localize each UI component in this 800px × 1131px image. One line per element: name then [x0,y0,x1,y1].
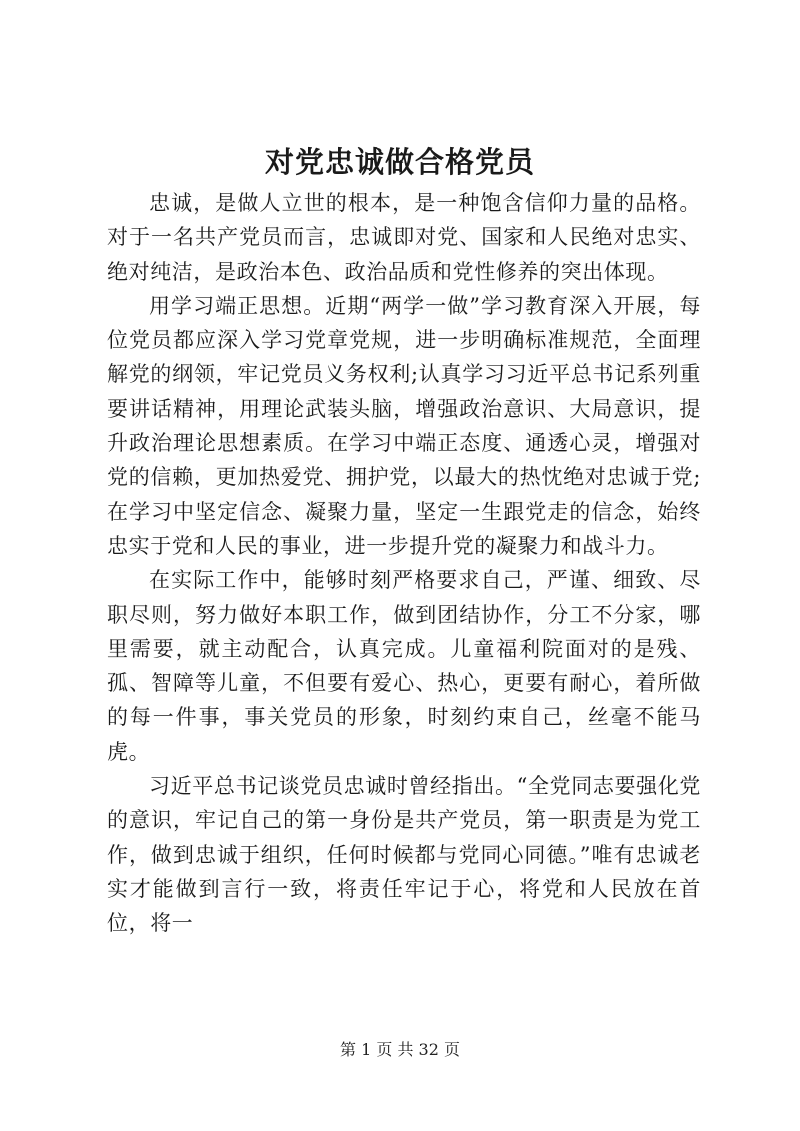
paragraph-1: 忠诚，是做人立世的根本，是一种饱含信仰力量的品格。对于一名共产党员而言，忠诚即对党、国家和人民绝对忠实、绝对纯洁，是政治本色、政治品质和党性修养的突出体现。 [107,191,701,284]
page-number-footer: 第 1 页 共 32 页 [340,1040,460,1059]
document-body [107,186,701,941]
paragraph-4: 习近平总书记谈党员忠诚时曾经指出。“全党同志要强化党的意识，牢记自己的第一身份是共产党员，第一职责是为党工作，做到忠诚于组织，任何时候都与党同心同德。”唯有忠诚老实才能做到言行一致，将责任牢记于心，将党和人民放在首位，将一 [107,774,701,936]
paragraph-3: 在实际工作中，能够时刻严格要求自己，严谨、细致、尽职尽则，努力做好本职工作，做到团结协作，分工不分家，哪里需要，就主动配合，认真完成。儿童福利院面对的是残、孤、智障等儿童，不但要有爱心、热心，更要有耐心，着所做的每一件事，事关党员的形象，时刻约束自己，丝毫不能马虎。 [107,568,701,764]
document-title: 对党忠诚做合格党员 [264,145,535,179]
paragraph-2: 用学习端正思想。近期“两学一做”学习教育深入开展，每位党员都应深入学习党章党规，进一步明确标准规范，全面理解党的纲领，牢记党员义务权利;认真学习习近平总书记系列重要讲话精神，用理论武装头脑，增强政治意识、大局意识，提升政治理论思想素质。在学习中端正态度、通透心灵，增强对党的信赖，更加热爱党、拥护党，以最大的热忱绝对忠诚于党;在学习中坚定信念、凝聚力量，坚定一生跟党走的信念，始终忠实于党和人民的事业，进一步提升党的凝聚力和战斗力。 [107,293,701,558]
